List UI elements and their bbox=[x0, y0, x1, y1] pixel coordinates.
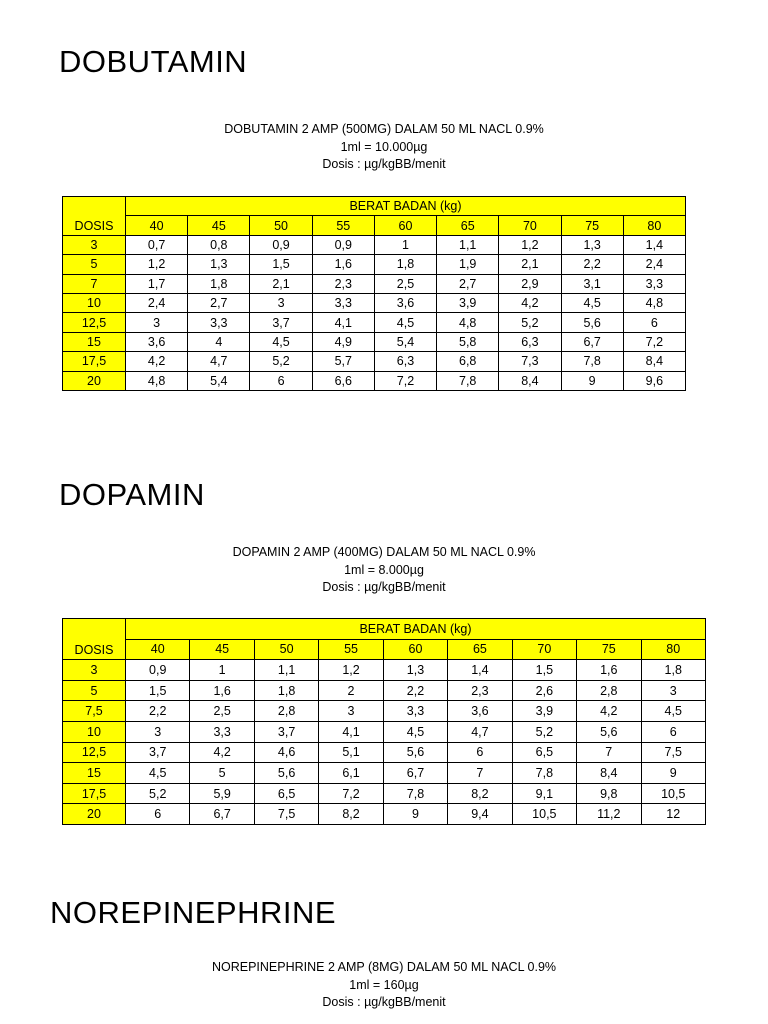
rate-cell: 3,7 bbox=[254, 721, 318, 742]
table-row bbox=[63, 680, 706, 701]
dose-cell: 17,5 bbox=[63, 783, 126, 804]
dose-cell: 20 bbox=[63, 804, 126, 825]
rate-cell: 0,8 bbox=[188, 235, 250, 254]
rate-cell: 1,6 bbox=[577, 660, 641, 681]
dopamin-info bbox=[0, 544, 768, 597]
rate-cell: 5,6 bbox=[254, 763, 318, 784]
dobutamin-info bbox=[0, 121, 768, 174]
dopamin-concentration: 1ml = 8.000µg bbox=[344, 562, 424, 577]
rate-cell: 0,7 bbox=[126, 235, 188, 254]
rate-cell: 5,2 bbox=[250, 352, 312, 371]
rate-cell: 7,8 bbox=[383, 783, 447, 804]
rate-cell: 3,3 bbox=[623, 274, 685, 293]
rate-cell: 2,5 bbox=[374, 274, 436, 293]
rate-cell: 2,2 bbox=[561, 255, 623, 274]
rate-cell: 4,5 bbox=[250, 332, 312, 351]
dose-cell: 10 bbox=[63, 721, 126, 742]
rate-cell: 1,4 bbox=[448, 660, 512, 681]
rate-cell: 4,1 bbox=[312, 313, 374, 332]
rate-cell: 6,8 bbox=[437, 352, 499, 371]
rate-cell: 7,2 bbox=[319, 783, 383, 804]
rate-cell: 6 bbox=[126, 804, 190, 825]
dose-cell: 5 bbox=[63, 680, 126, 701]
rate-cell: 4,7 bbox=[188, 352, 250, 371]
weight-header: 60 bbox=[374, 216, 436, 235]
dobutamin-title: DOBUTAMIN bbox=[59, 44, 248, 79]
rate-cell: 4,6 bbox=[254, 742, 318, 763]
rate-cell: 7,5 bbox=[641, 742, 706, 763]
table-row bbox=[63, 763, 706, 784]
rate-cell: 1,5 bbox=[250, 255, 312, 274]
weight-group-header: BERAT BADAN (kg) bbox=[126, 619, 706, 640]
norepinephrine-concentration: 1ml = 160µg bbox=[349, 977, 419, 992]
rate-cell: 9,6 bbox=[623, 371, 685, 390]
rate-cell: 2,4 bbox=[126, 293, 188, 312]
rate-cell: 4,5 bbox=[561, 293, 623, 312]
rate-cell: 6,6 bbox=[312, 371, 374, 390]
weight-header: 75 bbox=[577, 639, 641, 660]
rate-cell: 8,2 bbox=[448, 783, 512, 804]
weight-header: 40 bbox=[126, 639, 190, 660]
rate-cell: 7,2 bbox=[623, 332, 685, 351]
rate-cell: 3 bbox=[126, 721, 190, 742]
rate-cell: 7,3 bbox=[499, 352, 561, 371]
rate-cell: 1,8 bbox=[188, 274, 250, 293]
rate-cell: 1,7 bbox=[126, 274, 188, 293]
rate-cell: 6,3 bbox=[499, 332, 561, 351]
rate-cell: 4,8 bbox=[623, 293, 685, 312]
rate-cell: 0,9 bbox=[250, 235, 312, 254]
rate-cell: 7,2 bbox=[374, 371, 436, 390]
rate-cell: 9,8 bbox=[577, 783, 641, 804]
rate-cell: 5,7 bbox=[312, 352, 374, 371]
rate-cell: 11,2 bbox=[577, 804, 641, 825]
rate-cell: 3,3 bbox=[188, 313, 250, 332]
rate-cell: 4 bbox=[188, 332, 250, 351]
dose-cell: 3 bbox=[63, 660, 126, 681]
rate-cell: 5 bbox=[190, 763, 254, 784]
rate-cell: 2,8 bbox=[577, 680, 641, 701]
rate-cell: 6,3 bbox=[374, 352, 436, 371]
norepinephrine-dose-unit: Dosis : µg/kgBB/menit bbox=[322, 995, 446, 1009]
rate-cell: 9,1 bbox=[512, 783, 576, 804]
rate-cell: 5,6 bbox=[561, 313, 623, 332]
rate-cell: 1,2 bbox=[499, 235, 561, 254]
rate-cell: 6,1 bbox=[319, 763, 383, 784]
rate-cell: 2,4 bbox=[623, 255, 685, 274]
table-row bbox=[63, 293, 686, 312]
rate-cell: 7 bbox=[448, 763, 512, 784]
weights-row bbox=[63, 639, 706, 660]
rate-cell: 3 bbox=[641, 680, 706, 701]
rate-cell: 4,5 bbox=[374, 313, 436, 332]
weight-header: 60 bbox=[383, 639, 447, 660]
rate-cell: 1,5 bbox=[512, 660, 576, 681]
rate-cell: 4,9 bbox=[312, 332, 374, 351]
weight-header: 65 bbox=[448, 639, 512, 660]
dose-cell: 15 bbox=[63, 763, 126, 784]
norepinephrine-info bbox=[0, 959, 768, 1012]
rate-cell: 9 bbox=[641, 763, 706, 784]
rate-cell: 1 bbox=[374, 235, 436, 254]
table-row bbox=[63, 235, 686, 254]
dopamin-dose-table bbox=[62, 618, 706, 825]
rate-cell: 8,4 bbox=[623, 352, 685, 371]
weights-row bbox=[63, 216, 686, 235]
rate-cell: 3,9 bbox=[437, 293, 499, 312]
rate-cell: 2,1 bbox=[250, 274, 312, 293]
rate-cell: 3,1 bbox=[561, 274, 623, 293]
rate-cell: 2,3 bbox=[312, 274, 374, 293]
rate-cell: 3 bbox=[319, 701, 383, 722]
weight-header: 65 bbox=[437, 216, 499, 235]
rate-cell: 6 bbox=[250, 371, 312, 390]
weight-header: 50 bbox=[250, 216, 312, 235]
rate-cell: 3,6 bbox=[126, 332, 188, 351]
rate-cell: 6,7 bbox=[383, 763, 447, 784]
rate-cell: 2,2 bbox=[126, 701, 190, 722]
rate-cell: 1,8 bbox=[641, 660, 706, 681]
dobutamin-dose-unit: Dosis : µg/kgBB/menit bbox=[322, 157, 446, 171]
rate-cell: 3 bbox=[126, 313, 188, 332]
rate-cell: 1,2 bbox=[126, 255, 188, 274]
rate-cell: 2,7 bbox=[188, 293, 250, 312]
rate-cell: 4,5 bbox=[641, 701, 706, 722]
rate-cell: 7,8 bbox=[561, 352, 623, 371]
rate-cell: 1,8 bbox=[374, 255, 436, 274]
rate-cell: 3,6 bbox=[448, 701, 512, 722]
weight-header: 55 bbox=[312, 216, 374, 235]
weight-header: 80 bbox=[641, 639, 706, 660]
rate-cell: 1,5 bbox=[126, 680, 190, 701]
weight-header: 70 bbox=[512, 639, 576, 660]
rate-cell: 5,4 bbox=[374, 332, 436, 351]
dosis-header: DOSIS bbox=[63, 197, 126, 236]
table-row bbox=[63, 701, 706, 722]
rate-cell: 4,1 bbox=[319, 721, 383, 742]
table-row bbox=[63, 783, 706, 804]
dose-cell: 20 bbox=[63, 371, 126, 390]
rate-cell: 1,3 bbox=[383, 660, 447, 681]
table-row bbox=[63, 721, 706, 742]
header-row bbox=[63, 619, 706, 640]
rate-cell: 5,2 bbox=[499, 313, 561, 332]
header-row bbox=[63, 197, 686, 216]
rate-cell: 6,7 bbox=[190, 804, 254, 825]
rate-cell: 1,1 bbox=[437, 235, 499, 254]
rate-cell: 1,2 bbox=[319, 660, 383, 681]
table-row bbox=[63, 352, 686, 371]
rate-cell: 2,9 bbox=[499, 274, 561, 293]
rate-cell: 6,7 bbox=[561, 332, 623, 351]
rate-cell: 3,3 bbox=[383, 701, 447, 722]
weight-header: 55 bbox=[319, 639, 383, 660]
weight-header: 75 bbox=[561, 216, 623, 235]
dobutamin-preparation: DOBUTAMIN 2 AMP (500MG) DALAM 50 ML NACL 0.9% bbox=[224, 122, 544, 136]
rate-cell: 2,2 bbox=[383, 680, 447, 701]
weight-header: 80 bbox=[623, 216, 685, 235]
rate-cell: 8,4 bbox=[499, 371, 561, 390]
rate-cell: 8,2 bbox=[319, 804, 383, 825]
rate-cell: 8,4 bbox=[577, 763, 641, 784]
rate-cell: 7,8 bbox=[512, 763, 576, 784]
rate-cell: 3,7 bbox=[126, 742, 190, 763]
rate-cell: 6,5 bbox=[254, 783, 318, 804]
rate-cell: 1,4 bbox=[623, 235, 685, 254]
dose-cell: 7,5 bbox=[63, 701, 126, 722]
rate-cell: 2,1 bbox=[499, 255, 561, 274]
table-row bbox=[63, 274, 686, 293]
rate-cell: 10,5 bbox=[512, 804, 576, 825]
rate-cell: 4,2 bbox=[577, 701, 641, 722]
rate-cell: 10,5 bbox=[641, 783, 706, 804]
rate-cell: 2,6 bbox=[512, 680, 576, 701]
rate-cell: 3,7 bbox=[250, 313, 312, 332]
rate-cell: 5,8 bbox=[437, 332, 499, 351]
rate-cell: 1,3 bbox=[188, 255, 250, 274]
dose-cell: 12,5 bbox=[63, 313, 126, 332]
rate-cell: 5,6 bbox=[577, 721, 641, 742]
rate-cell: 6,5 bbox=[512, 742, 576, 763]
rate-cell: 4,8 bbox=[437, 313, 499, 332]
rate-cell: 5,6 bbox=[383, 742, 447, 763]
rate-cell: 6 bbox=[623, 313, 685, 332]
rate-cell: 7,5 bbox=[254, 804, 318, 825]
rate-cell: 4,2 bbox=[126, 352, 188, 371]
rate-cell: 3,3 bbox=[312, 293, 374, 312]
rate-cell: 5,9 bbox=[190, 783, 254, 804]
rate-cell: 4,5 bbox=[383, 721, 447, 742]
dopamin-title: DOPAMIN bbox=[59, 477, 205, 512]
rate-cell: 12 bbox=[641, 804, 706, 825]
dopamin-preparation: DOPAMIN 2 AMP (400MG) DALAM 50 ML NACL 0.9% bbox=[232, 545, 536, 559]
rate-cell: 5,2 bbox=[512, 721, 576, 742]
table-row bbox=[63, 255, 686, 274]
rate-cell: 2,7 bbox=[437, 274, 499, 293]
rate-cell: 9 bbox=[561, 371, 623, 390]
rate-cell: 0,9 bbox=[312, 235, 374, 254]
rate-cell: 1 bbox=[190, 660, 254, 681]
norepinephrine-title: NOREPINEPHRINE bbox=[50, 895, 337, 930]
table-row bbox=[63, 742, 706, 763]
weight-header: 45 bbox=[190, 639, 254, 660]
rate-cell: 2,8 bbox=[254, 701, 318, 722]
dobutamin-concentration: 1ml = 10.000µg bbox=[340, 139, 428, 154]
rate-cell: 2,5 bbox=[190, 701, 254, 722]
rate-cell: 9 bbox=[383, 804, 447, 825]
weight-group-header: BERAT BADAN (kg) bbox=[126, 197, 686, 216]
dose-cell: 10 bbox=[63, 293, 126, 312]
table-row bbox=[63, 804, 706, 825]
rate-cell: 6 bbox=[448, 742, 512, 763]
dose-cell: 12,5 bbox=[63, 742, 126, 763]
table-row bbox=[63, 313, 686, 332]
rate-cell: 4,8 bbox=[126, 371, 188, 390]
rate-cell: 5,2 bbox=[126, 783, 190, 804]
rate-cell: 1,8 bbox=[254, 680, 318, 701]
weight-header: 40 bbox=[126, 216, 188, 235]
weight-header: 70 bbox=[499, 216, 561, 235]
dose-cell: 17,5 bbox=[63, 352, 126, 371]
rate-cell: 4,2 bbox=[190, 742, 254, 763]
dose-cell: 7 bbox=[63, 274, 126, 293]
rate-cell: 2 bbox=[319, 680, 383, 701]
rate-cell: 1,3 bbox=[561, 235, 623, 254]
rate-cell: 6 bbox=[641, 721, 706, 742]
rate-cell: 9,4 bbox=[448, 804, 512, 825]
rate-cell: 3,6 bbox=[374, 293, 436, 312]
rate-cell: 2,3 bbox=[448, 680, 512, 701]
weight-header: 45 bbox=[188, 216, 250, 235]
rate-cell: 1,1 bbox=[254, 660, 318, 681]
dose-cell: 3 bbox=[63, 235, 126, 254]
rate-cell: 4,2 bbox=[499, 293, 561, 312]
rate-cell: 3,9 bbox=[512, 701, 576, 722]
rate-cell: 4,7 bbox=[448, 721, 512, 742]
rate-cell: 4,5 bbox=[126, 763, 190, 784]
rate-cell: 1,6 bbox=[190, 680, 254, 701]
table-row bbox=[63, 332, 686, 351]
table-row bbox=[63, 371, 686, 390]
table-row bbox=[63, 660, 706, 681]
rate-cell: 1,9 bbox=[437, 255, 499, 274]
rate-cell: 7,8 bbox=[437, 371, 499, 390]
rate-cell: 3 bbox=[250, 293, 312, 312]
rate-cell: 5,4 bbox=[188, 371, 250, 390]
rate-cell: 1,6 bbox=[312, 255, 374, 274]
dosis-header: DOSIS bbox=[63, 619, 126, 660]
rate-cell: 0,9 bbox=[126, 660, 190, 681]
rate-cell: 3,3 bbox=[190, 721, 254, 742]
norepinephrine-preparation: NOREPINEPHRINE 2 AMP (8MG) DALAM 50 ML NACL 0.9% bbox=[211, 960, 557, 974]
rate-cell: 7 bbox=[577, 742, 641, 763]
rate-cell: 5,1 bbox=[319, 742, 383, 763]
dose-cell: 15 bbox=[63, 332, 126, 351]
dose-cell: 5 bbox=[63, 255, 126, 274]
weight-header: 50 bbox=[254, 639, 318, 660]
dobutamin-dose-table bbox=[62, 196, 686, 391]
dopamin-dose-unit: Dosis : µg/kgBB/menit bbox=[322, 580, 446, 594]
